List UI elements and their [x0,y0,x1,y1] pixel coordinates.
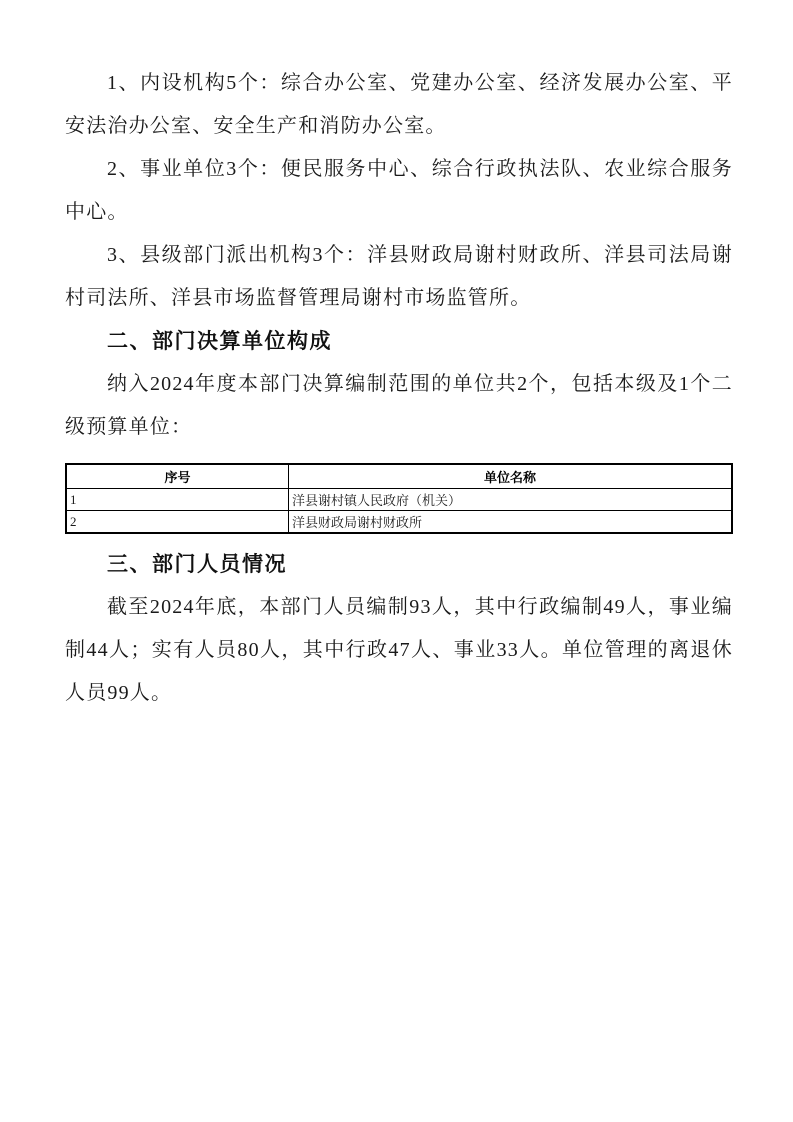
section-heading-personnel: 三、部门人员情况 [107,553,287,576]
paragraph-unit-scope-intro: 纳入2024年度本部门决算编制范围的单位共2个，包括本级及1个二级预算单位： [65,373,733,438]
table-cell-unit-name: 洋县财政局谢村财政所 [288,511,732,534]
section-heading-unit-composition: 二、部门决算单位构成 [107,330,332,353]
paragraph-dispatched-agencies: 3、县级部门派出机构3个：洋县财政局谢村财政所、洋县司法局谢村司法所、洋县市场监督管理局谢村市场监管所。 [65,244,733,309]
paragraph-personnel-details: 截至2024年底，本部门人员编制93人，其中行政编制49人，事业编制44人；实有人员80人，其中行政47人、事业33人。单位管理的离退休人员99人。 [65,596,733,704]
table-cell-index: 1 [66,489,288,511]
col-header-index: 序号 [66,464,288,489]
table-row [66,511,732,534]
table-row [66,489,732,511]
table-cell-index: 2 [66,511,288,534]
paragraph-internal-orgs: 1、内设机构5个：综合办公室、党建办公室、经济发展办公室、平安法治办公室、安全生产和消防办公室。 [65,72,733,137]
units-table [65,463,733,534]
table-header-row [66,464,732,489]
paragraph-public-institutions: 2、事业单位3个：便民服务中心、综合行政执法队、农业综合服务中心。 [65,158,733,223]
table-cell-unit-name: 洋县谢村镇人民政府（机关） [288,489,732,511]
col-header-unit-name: 单位名称 [288,464,732,489]
